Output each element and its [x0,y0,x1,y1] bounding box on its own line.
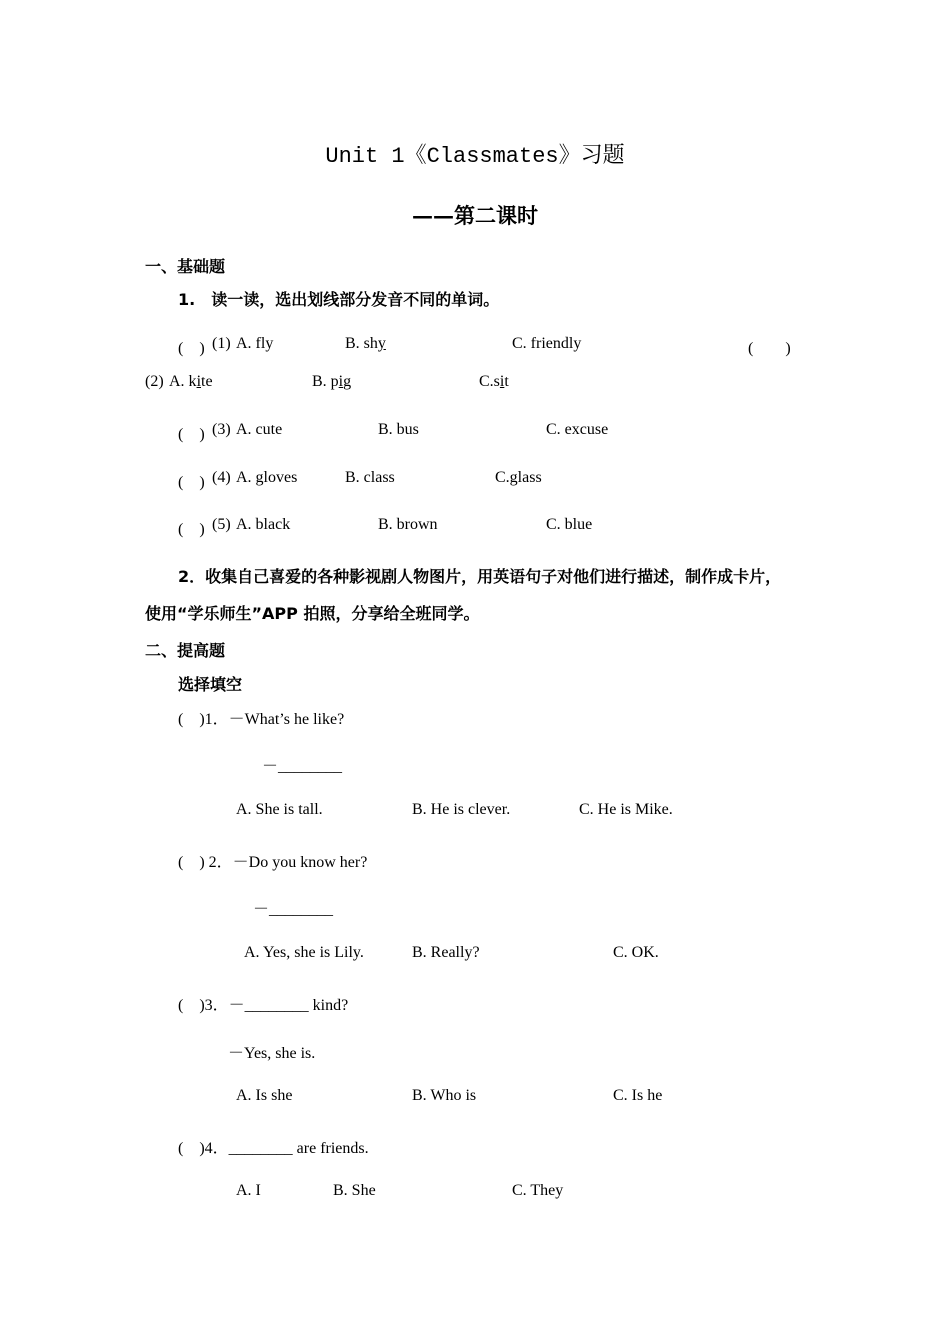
s2-q4-option-c: C. They [512,1182,564,1199]
q1-item4-option-a: A. gloves [236,469,298,486]
s2-q4-option-a: A. I [236,1182,261,1199]
s2-q2-option-b: B. Really? [412,944,480,961]
s2-q1-option-a: A. She is tall. [236,801,323,818]
q1-item5-option-a: A. black [236,516,291,533]
q1-item5-paren: ( ) [178,521,205,538]
s2-q4-option-b: B. She [333,1182,376,1199]
s2-q4-stem: ( )4．________ are friends. [178,1140,369,1157]
q1-item4-option-c: C.glass [495,469,542,486]
q1-item1-num: (1) [212,335,231,352]
s2-q2-option-c: C. OK. [613,944,659,961]
q1-item1-option-c: C. friendly [512,335,582,352]
q1-item2-option-c: C.sit [479,373,509,390]
q1-item5-option-b: B. brown [378,516,438,533]
q1-item1-option-b: B. shy [345,335,386,352]
q1-item2-option-a: A. kite [169,373,213,390]
q1-item3-paren: ( ) [178,426,205,443]
q1-item2-option-b: B. pig [312,373,352,390]
s2-q3-option-c: C. Is he [613,1087,663,1104]
q1-item4-paren: ( ) [178,474,205,491]
s2-q3-answer-line: －Yes, she is. [228,1045,316,1062]
q1-prompt: 1. 读一读，选出划线部分发音不同的单词。 [178,290,500,309]
s2-q2-option-a: A. Yes, she is Lily. [244,944,364,961]
section2-heading: 二、提高题 [145,641,226,660]
q1-item3-num: (3) [212,421,231,438]
s2-q3-stem: ( )3．－________ kind? [178,997,349,1014]
q2-line2: 使用“学乐师生”APP 拍照，分享给全班同学。 [145,604,480,623]
q1-item2-num: (2) [145,373,164,390]
section1-heading: 一、基础题 [145,257,226,276]
q1-item3-option-b: B. bus [378,421,419,438]
q1-item4-num: (4) [212,469,231,486]
q1-item3-option-c: C. excuse [546,421,609,438]
s2-q1-stem: ( )1．－What’s he like? [178,711,345,728]
q2-line1: 2．收集自己喜爱的各种影视剧人物图片，用英语句子对他们进行描述，制作成卡片， [178,567,782,586]
q1-item1-option-a: A. fly [236,335,274,352]
s2-q1-answer-line: －________ [262,758,343,775]
q1-item5-num: (5) [212,516,231,533]
q1-item4-option-b: B. class [345,469,395,486]
s2-q3-option-a: A. Is she [236,1087,293,1104]
q1-item5-option-c: C. blue [546,516,593,533]
q1-item3-option-a: A. cute [236,421,283,438]
section2-subheading: 选择填空 [178,675,243,694]
s2-q1-option-b: B. He is clever. [412,801,511,818]
q1-item1-paren: ( ) [178,340,205,357]
s2-q1-option-c: C. He is Mike. [579,801,673,818]
q1-item2-paren: ( ) [748,340,791,357]
s2-q2-answer-line: －________ [253,901,334,918]
s2-q3-option-b: B. Who is [412,1087,477,1104]
page-title: Unit 1《Classmates》习题 [325,144,625,169]
s2-q2-stem: ( ) 2．－Do you know her? [178,854,368,871]
page-subtitle: ——第二课时 [412,203,538,228]
